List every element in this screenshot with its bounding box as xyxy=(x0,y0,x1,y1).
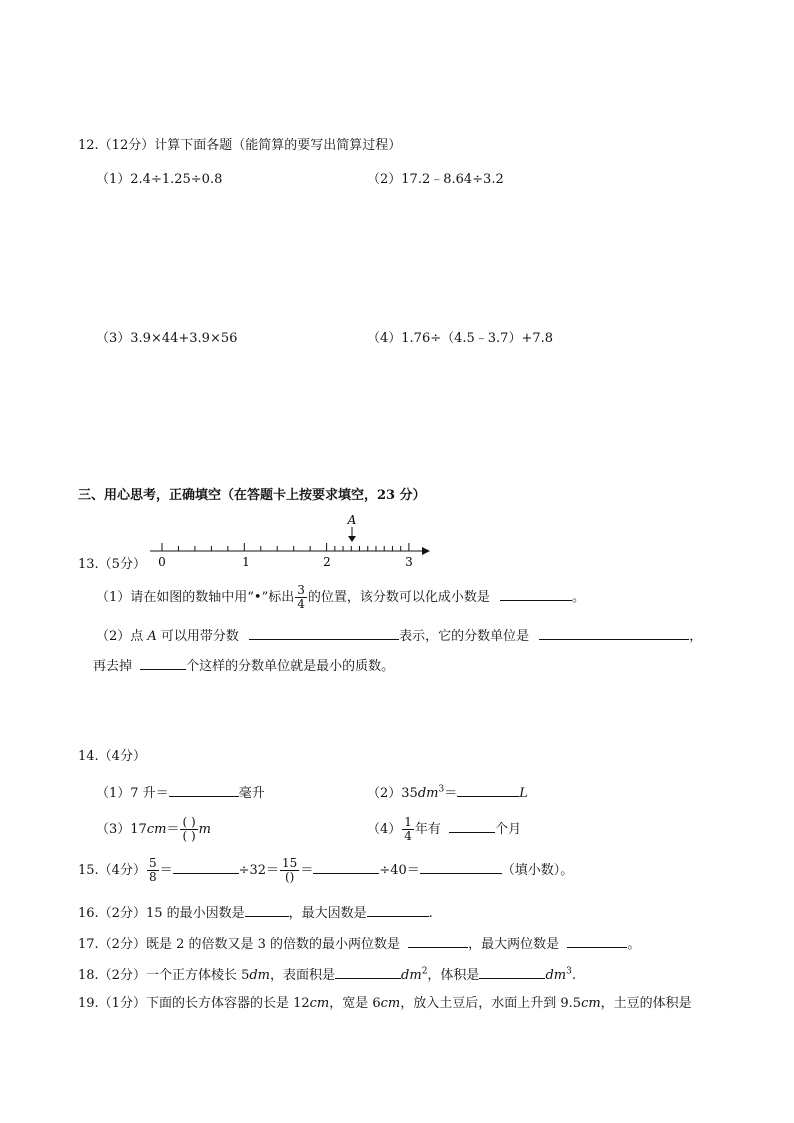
tick-label-3: 3 xyxy=(405,555,413,569)
fraction-5-8: $\frac{5}{8}$ xyxy=(148,856,157,884)
tick-label-0: 0 xyxy=(158,555,166,569)
q14-blank-ml[interactable] xyxy=(169,782,239,797)
q12-part1: （1）2.4÷1.25÷0.8 xyxy=(96,172,223,187)
q15-blank-2[interactable] xyxy=(313,859,379,874)
point-a-label: A xyxy=(347,513,357,527)
q14-blank-fraction[interactable]: $\frac{( )}{( )}$ xyxy=(182,815,196,843)
q18-blank-area[interactable] xyxy=(335,964,401,979)
section3-title: 三、用心思考，正确填空（在答题卡上按要求填空，23 分） xyxy=(78,488,426,503)
q12-header: 12.（12分）计算下面各题（能简算的要写出简算过程） xyxy=(78,138,402,153)
q13-blank-decimal[interactable] xyxy=(500,586,572,601)
q13-p1-text: （1）请在如图的数轴中用“•”标出 xyxy=(96,590,295,605)
q16-blank-min[interactable] xyxy=(245,902,289,917)
q15-line: 15.（4分） $\frac{5}{8}$ ＝ ÷32＝ $\frac{15}{()}$ ＝ ÷40＝ （填小数）。 xyxy=(78,856,574,884)
q14-part2: $(2)35dm^3= L$ xyxy=(367,782,528,803)
q12-part2: （2）17.2﹣8.64÷3.2 xyxy=(367,172,504,187)
q13-part1: （1）请在如图的数轴中用“•”标出 $\frac{3}{4}$ 的位置，该分数可以化成小数是 。 xyxy=(96,583,586,611)
axis-arrow-icon xyxy=(422,547,430,555)
q13-part2: （2）点 A 可以用带分数 表示，它的分数单位是 ， xyxy=(96,625,702,646)
q15-blank-3[interactable] xyxy=(420,859,502,874)
fraction-1-4: $\frac{1}{4}$ xyxy=(404,815,412,843)
arrow-down-icon xyxy=(348,536,356,542)
tick-label-1: 1 xyxy=(242,555,250,569)
q14-label: 14.（4分） xyxy=(78,749,146,764)
fraction-15-blank[interactable]: $\frac{15}{()}$ xyxy=(282,856,298,884)
q13-blank-mixed-number[interactable] xyxy=(249,625,399,640)
number-line xyxy=(140,510,440,572)
number-line-ticks xyxy=(162,543,409,551)
q16-line: 16.（2分）15 的最小因数是 ，最大因数是 . xyxy=(78,902,433,923)
q13-p1-text2: 的位置，该分数可以化成小数是 xyxy=(307,590,490,605)
fraction-3-4: $\frac{3}{4}$ xyxy=(297,583,305,611)
q13-blank-count[interactable] xyxy=(140,655,186,670)
q19-line: 19.（1分）下面的长方体容器的长是 12cm，宽是 6cm，放入土豆后，水面上升到 9.5cm，土豆的体积是 xyxy=(78,996,692,1011)
q12-part3: （3）3.9×44+3.9×56 xyxy=(96,331,238,346)
q12-part4: （4）1.76÷（4.5﹣3.7）+7.8 xyxy=(367,331,554,346)
q16-blank-max[interactable] xyxy=(367,902,429,917)
tick-label-2: 2 xyxy=(323,555,331,569)
q13-part3: 再去掉 个这样的分数单位就是最小的质数。 xyxy=(93,655,394,676)
q13-blank-fraction-unit[interactable] xyxy=(539,625,689,640)
q18-blank-volume[interactable] xyxy=(479,964,545,979)
q18-line: 18.（2分）一个正方体棱长 5dm，表面积是 $dm^2$，体积是 $dm^3$. xyxy=(78,964,576,985)
q14-part3: （3）17cm＝ $\frac{( )}{( )}$ m xyxy=(96,815,211,843)
q14-blank-liters[interactable] xyxy=(457,782,519,797)
q14-part4: （4） $\frac{1}{4}$ 年有 个月 xyxy=(367,815,522,843)
q14-part1: （1）7 升＝ 毫升 xyxy=(96,782,265,803)
q17-blank-min[interactable] xyxy=(408,933,468,948)
q17-line: 17.（2分）既是 2 的倍数又是 3 的倍数的最小两位数是 ，最大两位数是 。 xyxy=(78,933,640,954)
q14-blank-months[interactable] xyxy=(449,818,495,833)
q13-label: 13.（5分） xyxy=(78,557,146,572)
q17-blank-max[interactable] xyxy=(567,933,627,948)
q15-blank-1[interactable] xyxy=(173,859,239,874)
